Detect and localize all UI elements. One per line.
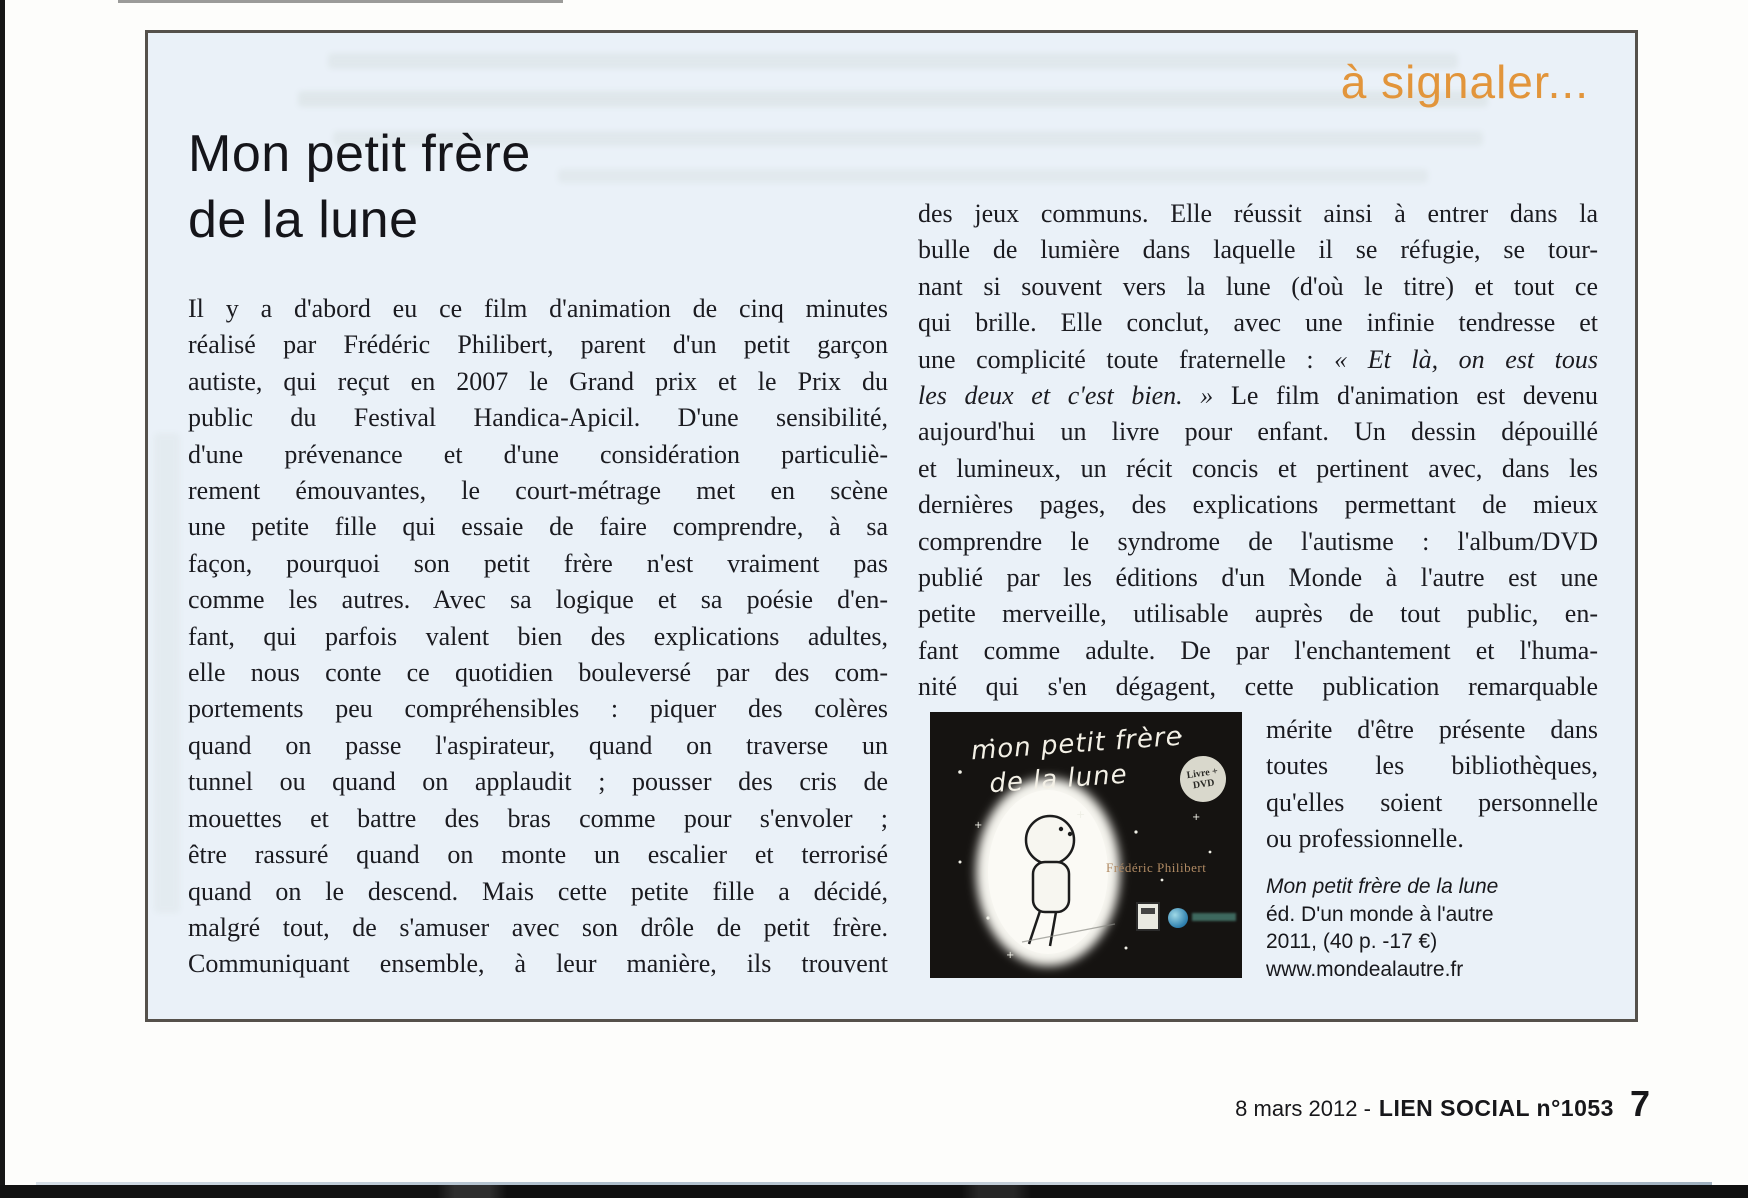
- text-line: comme les autres. Avec sa logique et sa poésie d'en-: [188, 585, 888, 615]
- bleed-through-artifact: [298, 91, 1488, 107]
- text-line: quand on le descend. Mais cette petite fille a décidé,: [188, 876, 888, 906]
- bleed-through-artifact: [328, 53, 1458, 69]
- svg-text:+: +: [1006, 949, 1015, 961]
- text-line: et lumineux, un récit concis et pertinent avec, dans les: [918, 453, 1598, 483]
- text-line: bulle de lumière dans laquelle il se réfugie, se tour-: [918, 235, 1598, 265]
- svg-text:+: +: [974, 819, 983, 831]
- footer-page-number: 7: [1629, 1083, 1650, 1124]
- svg-text:+: +: [1192, 811, 1201, 823]
- article-wrap-text: [1266, 712, 1598, 984]
- text-line: qui brille. Elle conclut, avec une infinie tendresse et: [918, 308, 1598, 338]
- text-line: [918, 378, 1598, 414]
- text-line: elle nous conte ce quotidien bouleversé par des com-: [188, 658, 888, 688]
- text-segment: Le film d'animation est devenu: [1213, 381, 1598, 411]
- partner-logo: [1168, 908, 1188, 928]
- scan-edge-artifact: [118, 0, 563, 3]
- text-line: rement émouvantes, le court-métrage met en scène: [188, 476, 888, 506]
- text-line: fant, qui parfois valent bien des explications adultes,: [188, 621, 888, 651]
- text-line: comprendre le syndrome de l'autisme : l'album/DVD: [918, 526, 1598, 556]
- book-cover-title: mon petit frère de la lune: [970, 721, 1184, 799]
- text-line: mouettes et battre des bras comme pour s'envoler ;: [188, 803, 888, 833]
- article-right-column: [918, 196, 1598, 983]
- text-segment: une complicité toute fraternelle :: [918, 344, 1335, 374]
- partner-logo-text: [1192, 913, 1236, 921]
- article-title-line: de la lune: [188, 191, 419, 249]
- text-line: quand on passe l'aspirateur, quand on traverse un: [188, 730, 888, 760]
- text-line: une petite fille qui essaie de faire comprendre, à sa: [188, 512, 888, 542]
- book-cover-image: [930, 712, 1242, 978]
- text-segment: « Et là, on est tous: [1334, 344, 1598, 374]
- text-line: nant si souvent vers la lune (d'où le titre) et tout ce: [918, 271, 1598, 301]
- text-line: façon, pourquoi son petit frère n'est vraiment pas: [188, 548, 888, 578]
- text-line: d'une prévenance et d'une considération particuliè-: [188, 439, 888, 469]
- bleed-through-artifact: [154, 433, 180, 913]
- text-line: portements peu compréhensibles : piquer des colères: [188, 694, 888, 724]
- article-left-column: [188, 291, 888, 983]
- text-line: Il y a d'abord eu ce film d'animation de cinq minutes: [188, 294, 888, 323]
- text-line: fant comme adulte. De par l'enchantement et l'huma-: [918, 635, 1598, 665]
- child-head: [1026, 816, 1074, 864]
- text-line: nité qui s'en dégagent, cette publication remarquable: [918, 672, 1598, 702]
- caption-website: www.mondealautre.fr: [1266, 957, 1464, 981]
- section-header: à signaler...: [1340, 56, 1589, 108]
- book-cover-author: Frédéric Philibert: [1106, 859, 1207, 875]
- text-line: autiste, qui reçut en 2007 le Grand prix et le Prix du: [188, 366, 888, 396]
- article-title: [188, 121, 531, 253]
- bleed-through-artifact: [558, 169, 1428, 183]
- publisher-logo: [1136, 902, 1160, 931]
- text-line: public du Festival Handica-Apicil. D'une sensibilité,: [188, 403, 888, 433]
- footer-date: 8 mars 2012 -: [1235, 1096, 1371, 1121]
- text-line: toutes les bibliothèques,: [1266, 751, 1598, 781]
- footer-magazine-issue: LIEN SOCIAL n°1053: [1378, 1095, 1614, 1121]
- text-line: réalisé par Frédéric Philibert, parent d'un petit garçon: [188, 330, 888, 360]
- article-right-column-top: [918, 196, 1598, 706]
- scan-edge-artifact: [0, 0, 5, 1198]
- caption-book-title: Mon petit frère de la lune: [1266, 875, 1499, 899]
- text-line: des jeux communs. Elle réussit ainsi à entrer dans la: [918, 199, 1598, 228]
- text-line: qu'elles soient personnelle: [1266, 787, 1598, 817]
- book-caption: [1266, 873, 1598, 983]
- review-panel: [145, 30, 1638, 1022]
- caption-year-pages-price: 2011, (40 p. -17 €): [1266, 930, 1438, 954]
- caption-publisher: éd. D'un monde à l'autre: [1266, 902, 1494, 926]
- text-line: ou professionnelle.: [1266, 823, 1464, 853]
- scan-edge-artifact: [0, 1185, 1748, 1198]
- book-figure: [930, 712, 1242, 984]
- child-body: [1033, 862, 1069, 912]
- svg-text:+: +: [1076, 807, 1086, 821]
- text-line: malgré tout, de s'amuser avec son drôle de petit frère.: [188, 912, 888, 942]
- text-line: aujourd'hui un livre pour enfant. Un dessin dépouillé: [918, 417, 1598, 447]
- text-line: tunnel ou quand on applaudit ; pousser des cris de: [188, 767, 888, 797]
- text-line: être rassuré quand on monte un escalier et terrorisé: [188, 840, 888, 870]
- livre-dvd-badge: Livre + DVD: [1177, 753, 1229, 805]
- text-line: [918, 342, 1598, 378]
- article-wrap-lines: [1266, 712, 1598, 858]
- text-line: publié par les éditions d'un Monde à l'autre est une: [918, 563, 1598, 593]
- text-line: mérite d'être présente dans: [1266, 714, 1598, 744]
- text-line: petite merveille, utilisable auprès de tout public, en-: [918, 599, 1598, 629]
- book-section: [918, 712, 1598, 984]
- text-segment: les deux et c'est bien. »: [918, 381, 1214, 411]
- page-footer: [1235, 1083, 1650, 1125]
- text-line: dernières pages, des explications permettant de mieux: [918, 490, 1598, 520]
- article-title-line: Mon petit frère: [188, 125, 531, 183]
- text-line: Communiquant ensemble, à leur manière, ils trouvent: [188, 949, 888, 979]
